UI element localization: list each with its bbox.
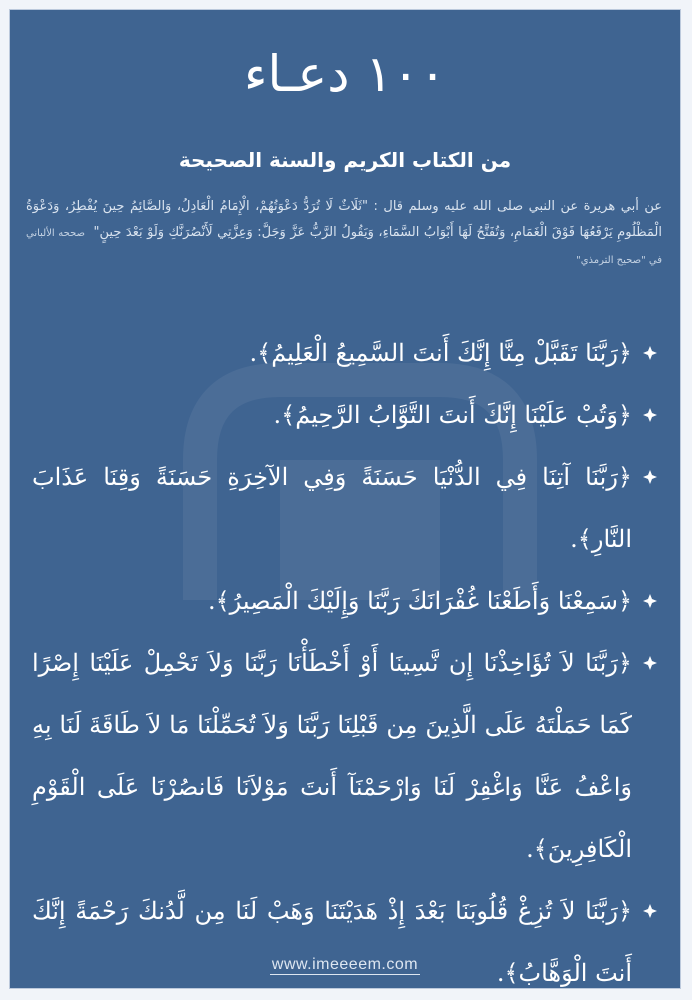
dua-text: ﴿رَبَّنَا تَقَبَّلْ مِنَّا إِنَّكَ أَنتَ السَّمِيعُ الْعَلِيمُ﴾. (249, 339, 632, 367)
dua-item (32, 384, 662, 446)
hadith-source: صححه الألباني في "صحيح الترمذي" (26, 228, 662, 266)
page-subtitle: من الكتاب الكريم والسنة الصحيحة (178, 148, 512, 172)
page-title: ١٠٠ دعـاء (244, 45, 446, 103)
page-card (9, 9, 681, 989)
dua-text: ﴿رَبَّنَا آتِنَا فِي الدُّنْيَا حَسَنَةً وَفِي الآخِرَةِ حَسَنَةً وَقِنَا عَذَابَ النَّارِ﴾. (32, 463, 632, 553)
website-link[interactable]: www.imeeeem.com (271, 956, 419, 973)
diamond-bullet-icon (640, 570, 660, 632)
dua-text: ﴿سَمِعْنَا وَأَطَعْنَا غُفْرَانَكَ رَبَّنَا وَإِلَيْكَ الْمَصِيرُ﴾. (207, 587, 632, 615)
hadith-intro (26, 194, 662, 274)
hadith-text: عن أبي هريرة عن النبي صلى الله عليه وسلم قال : "ثَلَاثٌ لَا تُرَدُّ دَعْوَتُهُمْ، الْإِمَامُ الْعَادِلُ، وَالصَّائِمُ حِينَ يُفْطِرُ، وَدَعْوَةُ الْمَظْلُومِ يَرْفَعُهَا فَوْقَ الْغَمَامِ، وَتُفَتَّحُ لَهَا أَبْوَابُ السَّمَاءِ، وَيَقُولُ الرَّبُّ عَزَّ وَجَلَّ: وَعِزَّتِي لَأَنْصُرَنَّكِ وَلَوْ بَعْدَ حِينٍ" (26, 199, 662, 240)
diamond-bullet-icon (640, 632, 660, 694)
dua-list (32, 322, 662, 989)
website-footer[interactable] (10, 956, 680, 974)
dua-item (32, 632, 662, 880)
dua-text: ﴿رَبَّنَا لاَ تُزِغْ قُلُوبَنَا بَعْدَ إِذْ هَدَيْتَنَا وَهَبْ لَنَا مِن لَّدُنكَ رَحْمَةً إِنَّكَ أَنتَ الْوَهَّابُ﴾. (32, 897, 632, 987)
diamond-bullet-icon (640, 446, 660, 508)
dua-item (32, 570, 662, 632)
dua-text: ﴿رَبَّنَا لاَ تُؤَاخِذْنَا إِن نَّسِينَا أَوْ أَخْطَأْنَا رَبَّنَا وَلاَ تَحْمِلْ عَلَيْنَا إِصْرًا كَمَا حَمَلْتَهُ عَلَى الَّذِينَ مِن قَبْلِنَا رَبَّنَا وَلاَ تُحَمِّلْنَا مَا لاَ طَاقَةَ لَنَا بِهِ وَاعْفُ عَنَّا وَاغْفِرْ لَنَا وَارْحَمْنَآ أَنتَ مَوْلاَنَا فَانصُرْنَا عَلَى الْقَوْمِ الْكَافِرِينَ﴾. (32, 649, 632, 863)
diamond-bullet-icon (640, 322, 660, 384)
dua-item (32, 446, 662, 570)
dua-item (32, 322, 662, 384)
diamond-bullet-icon (640, 384, 660, 446)
dua-text: ﴿وَتُبْ عَلَيْنَا إِنَّكَ أَنتَ التَّوَّابُ الرَّحِيمُ﴾. (273, 401, 632, 429)
diamond-bullet-icon (640, 880, 660, 942)
